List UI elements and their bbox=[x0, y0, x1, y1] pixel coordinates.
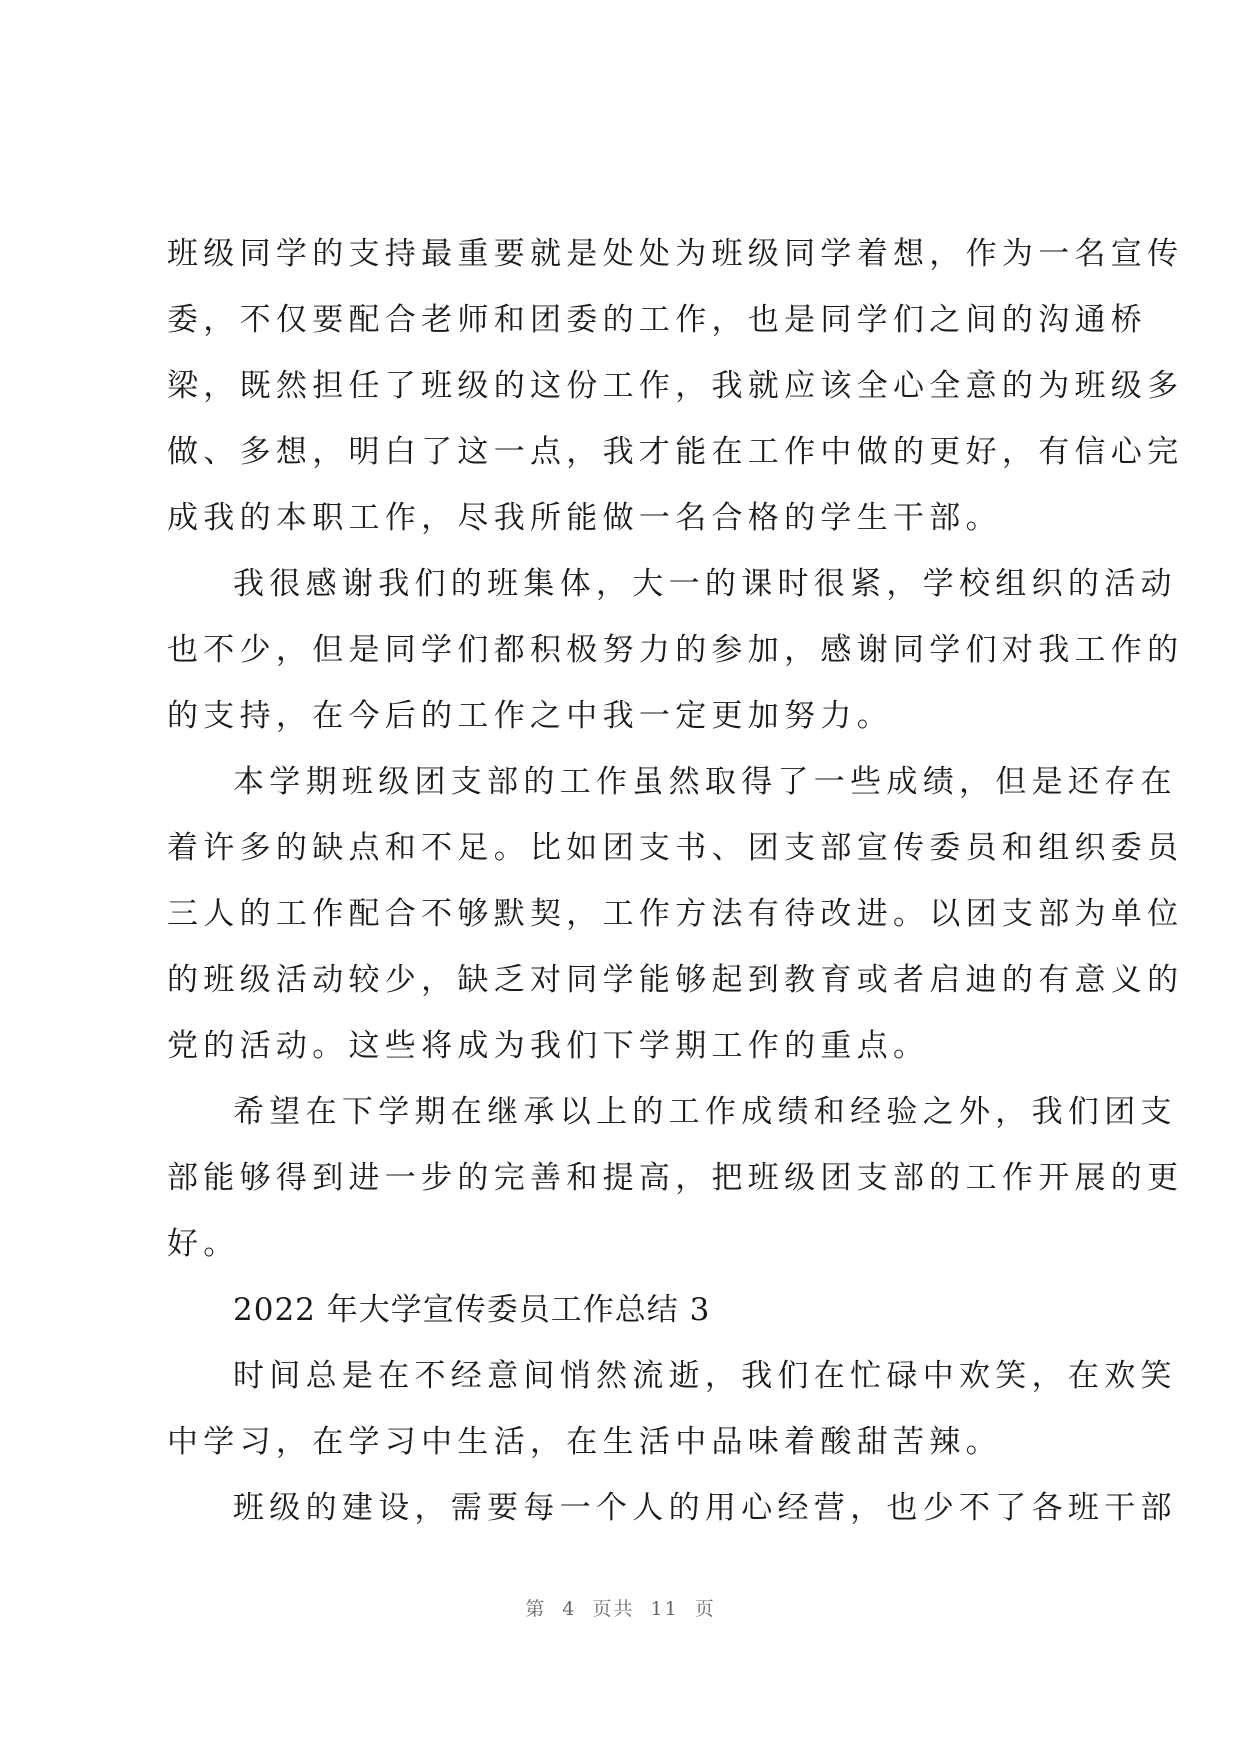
text-line: 也不少，但是同学们都积极努力的参加，感谢同学们对我工作的 bbox=[167, 632, 1184, 668]
text-line: 委，不仅要配合老师和团委的工作，也是同学们之间的沟通桥 bbox=[167, 302, 1148, 338]
text-line: 党的活动。这些将成为我们下学期工作的重点。 bbox=[167, 1028, 930, 1064]
text-line: 做、多想，明白了这一点，我才能在工作中做的更好，有信心完 bbox=[167, 434, 1184, 470]
text-line: 成我的本职工作，尽我所能做一名合格的学生干部。 bbox=[167, 500, 1002, 536]
text-line: 我很感谢我们的班集体，大一的课时很紧，学校组织的活动 bbox=[233, 566, 1177, 602]
text-line: 时间总是在不经意间悄然流逝，我们在忙碌中欢笑，在欢笑 bbox=[233, 1358, 1177, 1394]
text-line: 的班级活动较少，缺乏对同学能够起到教育或者启迪的有意义的 bbox=[167, 962, 1184, 998]
text-line: 希望在下学期在继承以上的工作成绩和经验之外，我们团支 bbox=[233, 1094, 1177, 1130]
text-line: 的支持，在今后的工作之中我一定更加努力。 bbox=[167, 698, 893, 734]
text-line: 三人的工作配合不够默契，工作方法有待改进。以团支部为单位 bbox=[167, 896, 1184, 932]
text-line: 着许多的缺点和不足。比如团支书、团支部宣传委员和组织委员 bbox=[167, 830, 1184, 866]
text-line: 本学期班级团支部的工作虽然取得了一些成绩，但是还存在 bbox=[233, 764, 1177, 800]
text-line: 班级同学的支持最重要就是处处为班级同学着想，作为一名宣传 bbox=[167, 236, 1184, 272]
page-footer: 第 4 页共 11 页 bbox=[525, 1598, 716, 1620]
text-line: 班级的建设，需要每一个人的用心经营，也少不了各班干部 bbox=[233, 1490, 1177, 1526]
section-heading: 2022 年大学宣传委员工作总结 3 bbox=[233, 1292, 711, 1328]
text-line: 梁，既然担任了班级的这份工作，我就应该全心全意的为班级多 bbox=[167, 368, 1184, 404]
text-line: 中学习，在学习中生活，在生活中品味着酸甜苦辣。 bbox=[167, 1424, 1002, 1460]
text-line: 好。 bbox=[167, 1226, 240, 1262]
text-line: 部能够得到进一步的完善和提高，把班级团支部的工作开展的更 bbox=[167, 1160, 1184, 1196]
